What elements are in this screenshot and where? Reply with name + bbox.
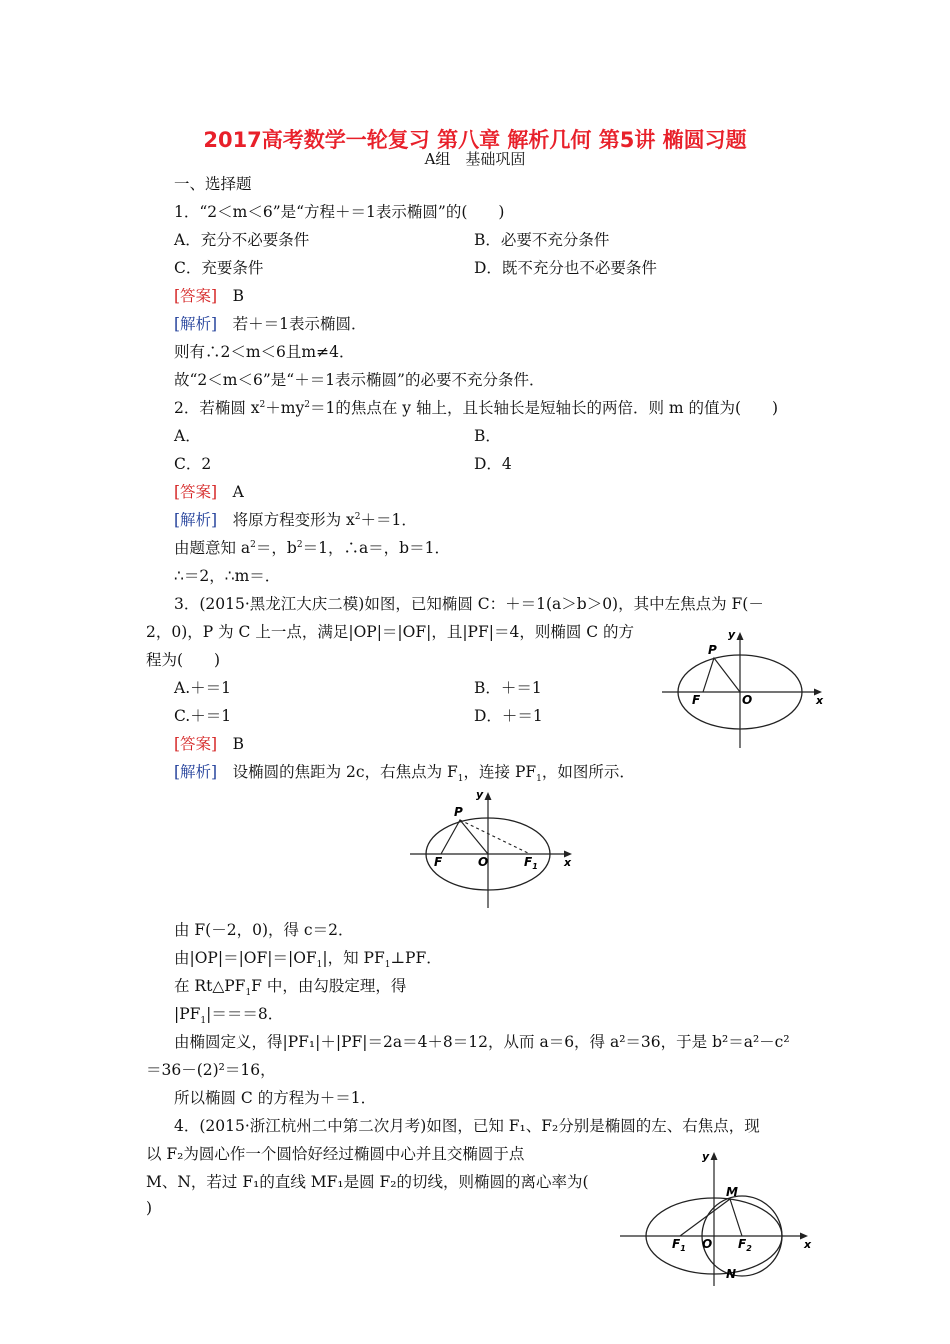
y-axis-arrow <box>711 1152 718 1160</box>
label-f1: $F_1$ <box>672 1237 686 1253</box>
label-m: M <box>726 1185 738 1199</box>
q1-option-d: D．既不充分也不必要条件 <box>474 259 657 277</box>
q4-stem-4: ) <box>146 1199 153 1217</box>
page-title: 2017高考数学一轮复习 第八章 解析几何 第5讲 椭圆习题 <box>203 128 747 152</box>
q3-step-7: 所以椭圆 C 的方程为＋＝1． <box>174 1089 377 1107</box>
q4-stem-2: 以 F₂为圆心作一个圆恰好经过椭圆中心并且交椭圆于点 <box>146 1145 525 1163</box>
dashed-pf1 <box>460 820 530 854</box>
q3-step-1: 由 F(－2，0)，得 c＝2． <box>174 921 354 939</box>
q1-analysis-3: 故“2＜m＜6”是“＋＝1表示椭圆”的必要不充分条件． <box>174 371 545 389</box>
q2-answer: [答案] A <box>174 483 244 501</box>
label-y: y <box>476 788 484 801</box>
section-heading: 一、选择题 <box>174 175 252 193</box>
q3-step-3: 在 $Rt\triangle PF_1F$ 中，由勾股定理，得 <box>174 977 407 999</box>
q2-option-c: C．2 <box>174 455 212 473</box>
label-o: O <box>702 1237 713 1251</box>
q3-option-c: C.＋＝1 <box>174 707 232 725</box>
label-o: O <box>478 855 489 869</box>
label-x: x <box>804 1238 812 1251</box>
ellipse-figure-2 <box>408 784 584 912</box>
label-x: x <box>564 856 572 869</box>
q3-option-b: B．＋＝1 <box>474 679 542 697</box>
q2-option-a: A． <box>174 427 201 445</box>
q3-stem-1: 3．(2015·黑龙江大庆二模)如图，已知椭圆 C：＋＝1(a＞b＞0)，其中左焦点为 F(－ <box>174 595 764 613</box>
q3-stem-2: 2，0)，P 为 C 上一点，满足|OP|＝|OF|，且|PF|＝4，则椭圆 C 的方 <box>146 623 635 641</box>
group-label: A组 基础巩固 <box>424 150 526 168</box>
q2-analysis-3: ∴＝2，∴m＝． <box>174 567 281 585</box>
q3-step-6: ＝36－(2)²＝16， <box>146 1061 276 1079</box>
ellipse-figure-3 <box>618 1144 818 1288</box>
label-f2: $F_2$ <box>738 1237 752 1253</box>
answer-tag: [答案] <box>174 287 218 305</box>
q3-step-5: 由椭圆定义，得|PF₁|＋|PF|＝2a＝4＋8＝12，从而 a＝6，得 a²＝36，于是 b²＝a²－c² <box>174 1033 790 1051</box>
q1-analysis-2: 则有∴2＜m＜6且m≠4． <box>174 343 355 361</box>
label-x: x <box>816 694 824 707</box>
q1-option-a: A．充分不必要条件 <box>174 231 310 249</box>
y-axis-arrow <box>737 632 744 640</box>
q2-option-b: B． <box>474 427 501 445</box>
q3-option-a: A.＋＝1 <box>174 679 231 697</box>
y-axis-arrow <box>485 792 492 800</box>
label-y: y <box>702 1150 710 1163</box>
q2-stem: 2．若椭圆 $x^2+my^2=1$的焦点在 y 轴上，且长轴长是短轴长的两倍．则 m 的值为( ) <box>174 399 779 417</box>
label-y: y <box>728 628 736 641</box>
label-f: F <box>692 693 701 707</box>
q1-answer: [答案] B <box>174 287 245 305</box>
q1-stem: 1．“2＜m＜6”是“方程＋＝1表示椭圆”的( ) <box>174 203 505 221</box>
triangle-pfo <box>703 658 740 692</box>
q3-analysis: [解析] 设椭圆的焦距为 2c，右焦点为 $F_1$，连接 $PF_1$，如图所示． <box>174 763 635 785</box>
label-f1: $F_1$ <box>524 855 538 871</box>
q3-step-2: 由$|OP|=|OF|=|OF_1|$，知 $PF_1\perp PF$． <box>174 949 442 971</box>
analysis-tag: [解析] <box>174 315 218 333</box>
q3-answer: [答案] B <box>174 735 245 753</box>
q2-option-d: D．4 <box>474 455 512 473</box>
q1-option-c: C．充要条件 <box>174 259 264 277</box>
ellipse-figure-1 <box>660 622 830 750</box>
q2-analysis: [解析] 将原方程变形为 $x^2+=1$． <box>174 511 417 529</box>
q2-analysis-2: 由题意知 $a^2=$，$b^2=1$，∴a＝，b＝1． <box>174 539 450 557</box>
label-o: O <box>742 693 753 707</box>
label-n: N <box>726 1267 737 1281</box>
q3-step-4: $|PF_1|===8$． <box>174 1005 284 1027</box>
q4-stem-1: 4．(2015·浙江杭州二中第二次月考)如图，已知 F₁、F₂分别是椭圆的左、右焦点，现 <box>174 1117 760 1135</box>
triangle-pfo <box>441 820 488 854</box>
tangent-mf1 <box>680 1199 742 1236</box>
q3-option-d: D．＋＝1 <box>474 707 543 725</box>
q1-analysis: [解析] 若＋＝1表示椭圆． <box>174 315 367 333</box>
q1-option-b: B．必要不充分条件 <box>474 231 610 249</box>
q3-stem-3: 程为( ) <box>146 651 221 669</box>
label-p: P <box>454 805 463 819</box>
q4-stem-3: M、N，若过 F₁的直线 MF₁是圆 F₂的切线，则椭圆的离心率为( <box>146 1173 589 1191</box>
label-p: P <box>708 643 717 657</box>
label-f: F <box>434 855 443 869</box>
